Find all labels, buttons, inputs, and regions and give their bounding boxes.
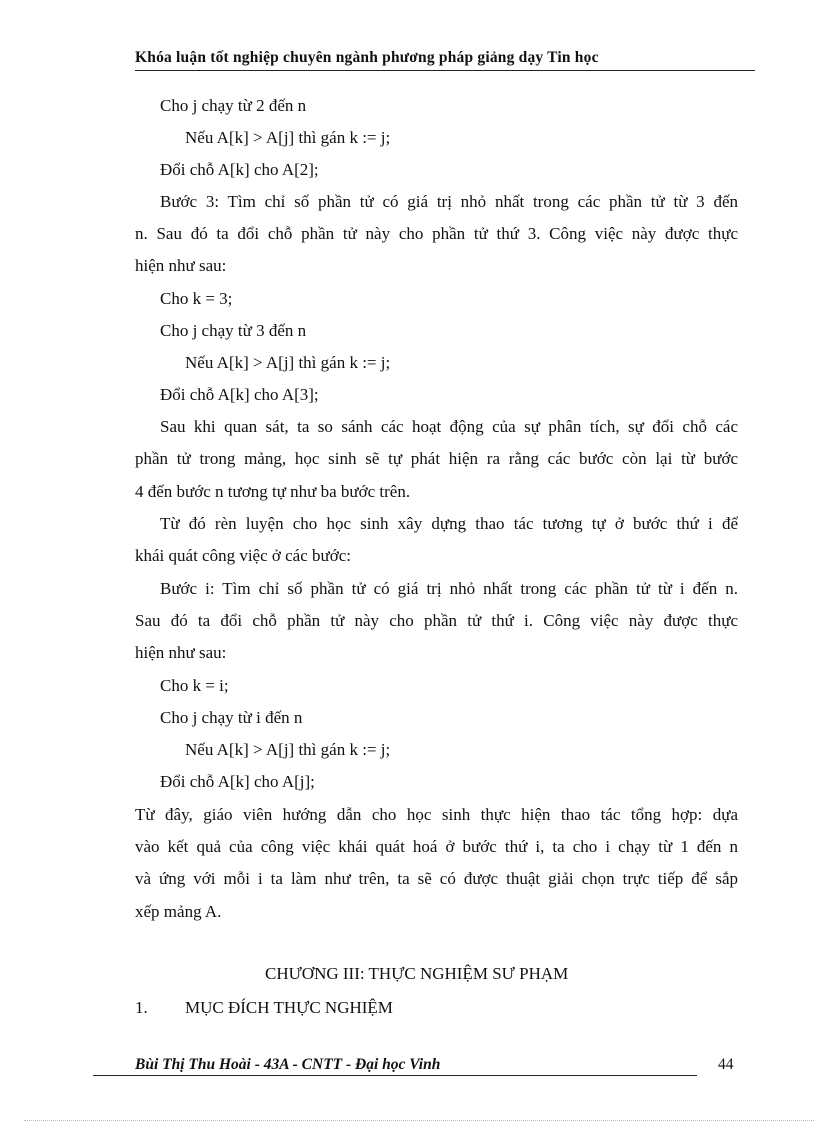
paragraph-line: Bước i: Tìm chỉ số phần tử có giá trị nhỏ nhất trong các phần tử từ i đến n. — [160, 579, 738, 598]
paragraph-line: hiện như sau: — [135, 256, 227, 275]
paragraph-line: Từ đây, giáo viên hướng dẫn cho học sinh thực hiện thao tác tổng hợp: dựa — [135, 805, 738, 824]
text-line: Nếu A[k] > A[j] thì gán k := j; — [185, 128, 391, 147]
text-line: Cho k = i; — [160, 676, 229, 695]
text-line: Đổi chỗ A[k] cho A[3]; — [160, 385, 319, 404]
text-line: Đổi chỗ A[k] cho A[2]; — [160, 160, 319, 179]
text-line: Nếu A[k] > A[j] thì gán k := j; — [185, 353, 391, 372]
paragraph-line: 4 đến bước n tương tự như ba bước trên. — [135, 482, 411, 501]
paragraph-line: vào kết quả của công việc khái quát hoá ở bước thứ i, ta cho i chạy từ 1 đến n — [135, 837, 738, 856]
footer-divider — [93, 1075, 697, 1076]
page-number: 44 — [718, 1056, 734, 1073]
paragraph-line: hiện như sau: — [135, 643, 227, 662]
page-footer-author: Bùi Thị Thu Hoài - 43A - CNTT - Đại học Vinh — [135, 1056, 441, 1073]
paragraph-line: xếp mảng A. — [135, 902, 222, 921]
section-number: 1. — [135, 998, 148, 1017]
section-title: MỤC ĐÍCH THỰC NGHIỆM — [185, 998, 393, 1017]
page-header: Khóa luận tốt nghiệp chuyên ngành phương pháp giảng dạy Tin học — [135, 49, 755, 71]
page-edge-divider — [24, 1120, 814, 1121]
paragraph-line: Sau khi quan sát, ta so sánh các hoạt động của sự phân tích, sự đổi chỗ các — [160, 417, 738, 436]
text-line: Cho j chạy từ i đến n — [160, 708, 303, 727]
paragraph-line: Từ đó rèn luyện cho học sinh xây dựng thao tác tương tự ở bước thứ i để — [160, 514, 738, 533]
text-line: Đổi chỗ A[k] cho A[j]; — [160, 772, 315, 791]
paragraph-line: Sau đó ta đổi chỗ phần tử này cho phần tử thứ i. Công việc này được thực — [135, 611, 738, 630]
text-line: Nếu A[k] > A[j] thì gán k := j; — [185, 740, 391, 759]
chapter-title: CHƯƠNG III: THỰC NGHIỆM SƯ PHẠM — [265, 964, 569, 983]
text-line: Cho j chạy từ 3 đến n — [160, 321, 307, 340]
paragraph-line: khái quát công việc ở các bước: — [135, 546, 351, 565]
text-line: Cho k = 3; — [160, 289, 233, 308]
text-line: Cho j chạy từ 2 đến n — [160, 96, 307, 115]
paragraph-line: và ứng với mỗi i ta làm như trên, ta sẽ có được thuật giải chọn trực tiếp để sắp — [135, 869, 738, 888]
paragraph-line: phần tử trong mảng, học sinh sẽ tự phát hiện ra rằng các bước còn lại từ bước — [135, 449, 738, 468]
paragraph-line: n. Sau đó ta đổi chỗ phần tử này cho phần tử thứ 3. Công việc này được thực — [135, 224, 738, 243]
paragraph-line: Bước 3: Tìm chỉ số phần tử có giá trị nhỏ nhất trong các phần tử từ 3 đến — [160, 192, 738, 211]
